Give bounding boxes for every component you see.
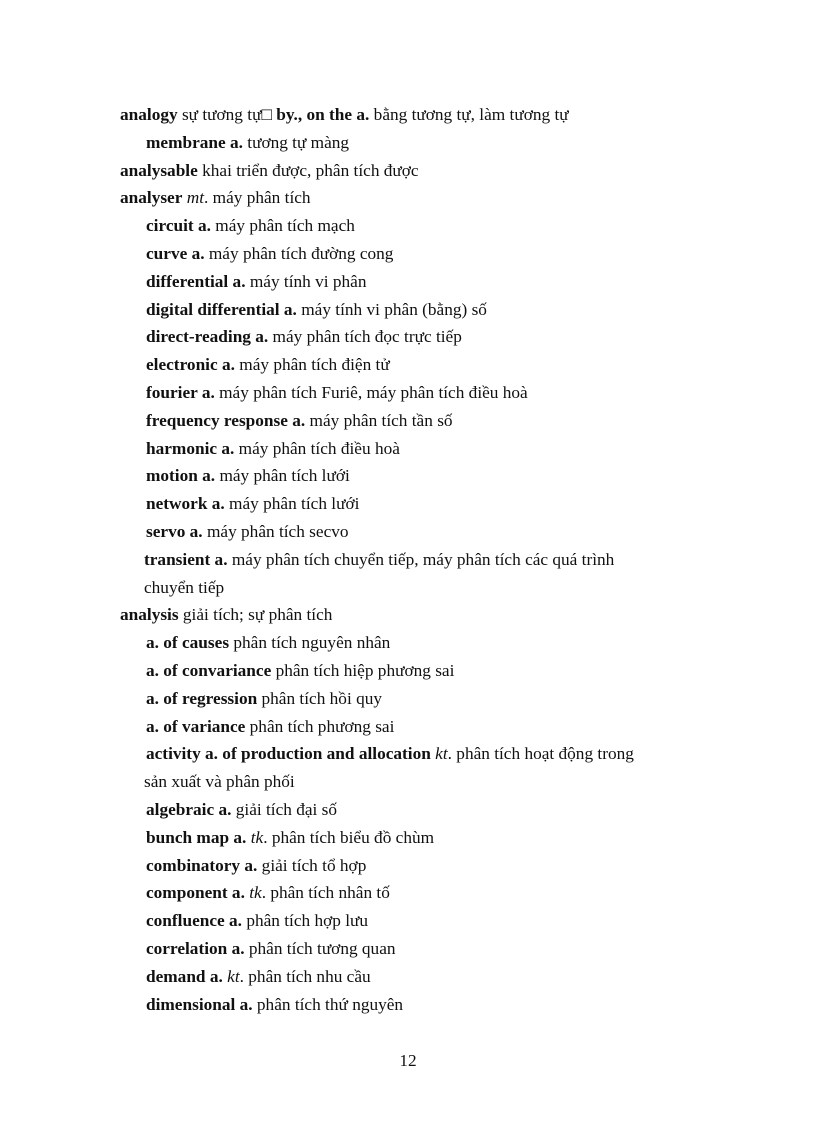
subentry-line [120,657,740,685]
headword: network a. [146,494,225,514]
definition-text: máy phân tích lưới [224,494,360,514]
dictionary-page-body [120,101,740,1018]
definition-text: phân tích hồi quy [257,688,382,708]
subentry-line [120,685,740,713]
subentry-line [120,824,740,852]
subentry-line [120,852,740,880]
definition-text: . phân tích biểu đồ chùm [263,827,435,847]
subentry-line [120,740,740,768]
subentry-line [120,296,740,324]
definition-text: phân tích phương sai [245,716,395,736]
headword: differential a. [146,271,246,291]
headword: □ by., on the a. [261,105,370,124]
subentry-line [120,129,740,157]
subentry-line [120,435,740,463]
headword: a. of regression [146,688,258,708]
subentry-line [120,407,740,435]
headword: correlation a. [146,938,245,958]
definition-text: . máy phân tích [204,188,311,208]
definition-text: phân tích hiệp phương sai [271,660,455,680]
entry-line [120,601,740,629]
headword: fourier a. [146,382,215,402]
definition-text: máy phân tích Furiê, máy phân tích điều hoà [214,382,528,402]
subject-label: tk [249,883,262,903]
subentry-line [120,546,740,574]
headword: harmonic a. [146,438,235,458]
subentry-line [120,796,740,824]
subentry-line [120,240,740,268]
subentry-line [120,879,740,907]
headword: dimensional a. [146,994,253,1014]
headword: combinatory a. [146,855,258,875]
definition-text: giải tích đại số [231,799,338,819]
subject-label: kt [227,966,240,986]
headword: electronic a. [146,355,235,375]
definition-text: máy phân tích mạch [210,216,355,236]
page-number: 12 [399,1051,417,1070]
headword: component a. [146,883,245,903]
headword: a. of causes [146,633,230,653]
entry-line [120,184,740,212]
definition-text: . phân tích hoạt động trong [447,744,634,764]
headword: algebraic a. [146,799,232,819]
headword: servo a. [146,521,203,541]
subentry-line [120,629,740,657]
definition-text: máy phân tích tần số [305,410,453,430]
definition-text: phân tích tương quan [244,938,396,958]
headword: a. of convariance [146,660,272,680]
headword: analysable [120,160,198,180]
definition-text: giải tích; sự phân tích [178,605,333,625]
headword: circuit a. [146,216,211,236]
subentry-line [120,963,740,991]
definition-text: sự tương tự [181,105,262,124]
definition-text: máy phân tích đường cong [204,243,394,263]
definition-text: . phân tích nhân tố [261,883,390,903]
subentry-line [120,713,740,741]
headword: transient a. [144,549,228,569]
subentry-line [120,212,740,240]
headword: activity a. of production and allocation [146,744,431,764]
headword: analyser [120,188,183,208]
definition-text: tương tự màng [242,132,350,152]
entry-list [120,101,740,1018]
headword: direct-reading a. [146,327,269,347]
definition-text: máy tính vi phân (bằng) số [296,299,487,319]
entry-line [120,101,740,129]
definition-text: máy phân tích đọc trực tiếp [268,327,462,347]
subentry-line [120,935,740,963]
headword: digital differential a. [146,299,297,319]
entry-continuation-line [120,768,740,796]
headword: analogy [120,105,178,124]
headword: demand a. [146,966,223,986]
headword: bunch map a. [146,827,247,847]
subentry-line [120,490,740,518]
headword: analysis [120,605,179,625]
definition-text: bằng tương tự, làm tương tự [369,105,569,124]
definition-text: sản xuất và phân phối [144,772,295,792]
definition-text: giải tích tổ hợp [257,855,367,875]
subentry-line [120,462,740,490]
definition-text: phân tích thứ nguyên [252,994,404,1014]
definition-text: phân tích hợp lưu [242,911,369,931]
headword: membrane a. [146,132,243,152]
entry-line [120,157,740,185]
headword: a. of variance [146,716,246,736]
subentry-line [120,518,740,546]
subentry-line [120,991,740,1019]
subject-label: kt [435,744,448,764]
definition-text: khai triển được, phân tích được [197,160,419,180]
definition-text: máy phân tích điện tử [234,355,390,375]
subject-label: mt [186,188,205,208]
subentry-line [120,907,740,935]
definition-text: máy phân tích điều hoà [234,438,400,458]
definition-text: . phân tích nhu cầu [239,966,371,986]
subject-label: tk [250,827,264,847]
headword: curve a. [146,243,205,263]
definition-text: chuyển tiếp [144,577,225,597]
headword: motion a. [146,466,216,486]
subentry-line [120,379,740,407]
definition-text: máy tính vi phân [245,271,367,291]
definition-text: máy phân tích lưới [215,466,350,486]
definition-text: máy phân tích secvo [202,521,349,541]
headword: frequency response a. [146,410,306,430]
definition-text: máy phân tích chuyển tiếp, máy phân tích các quá trình [227,549,615,569]
definition-text: phân tích nguyên nhân [229,633,391,653]
headword: confluence a. [146,911,242,931]
subentry-line [120,268,740,296]
entry-continuation-line [120,574,740,602]
subentry-line [120,351,740,379]
subentry-line [120,323,740,351]
